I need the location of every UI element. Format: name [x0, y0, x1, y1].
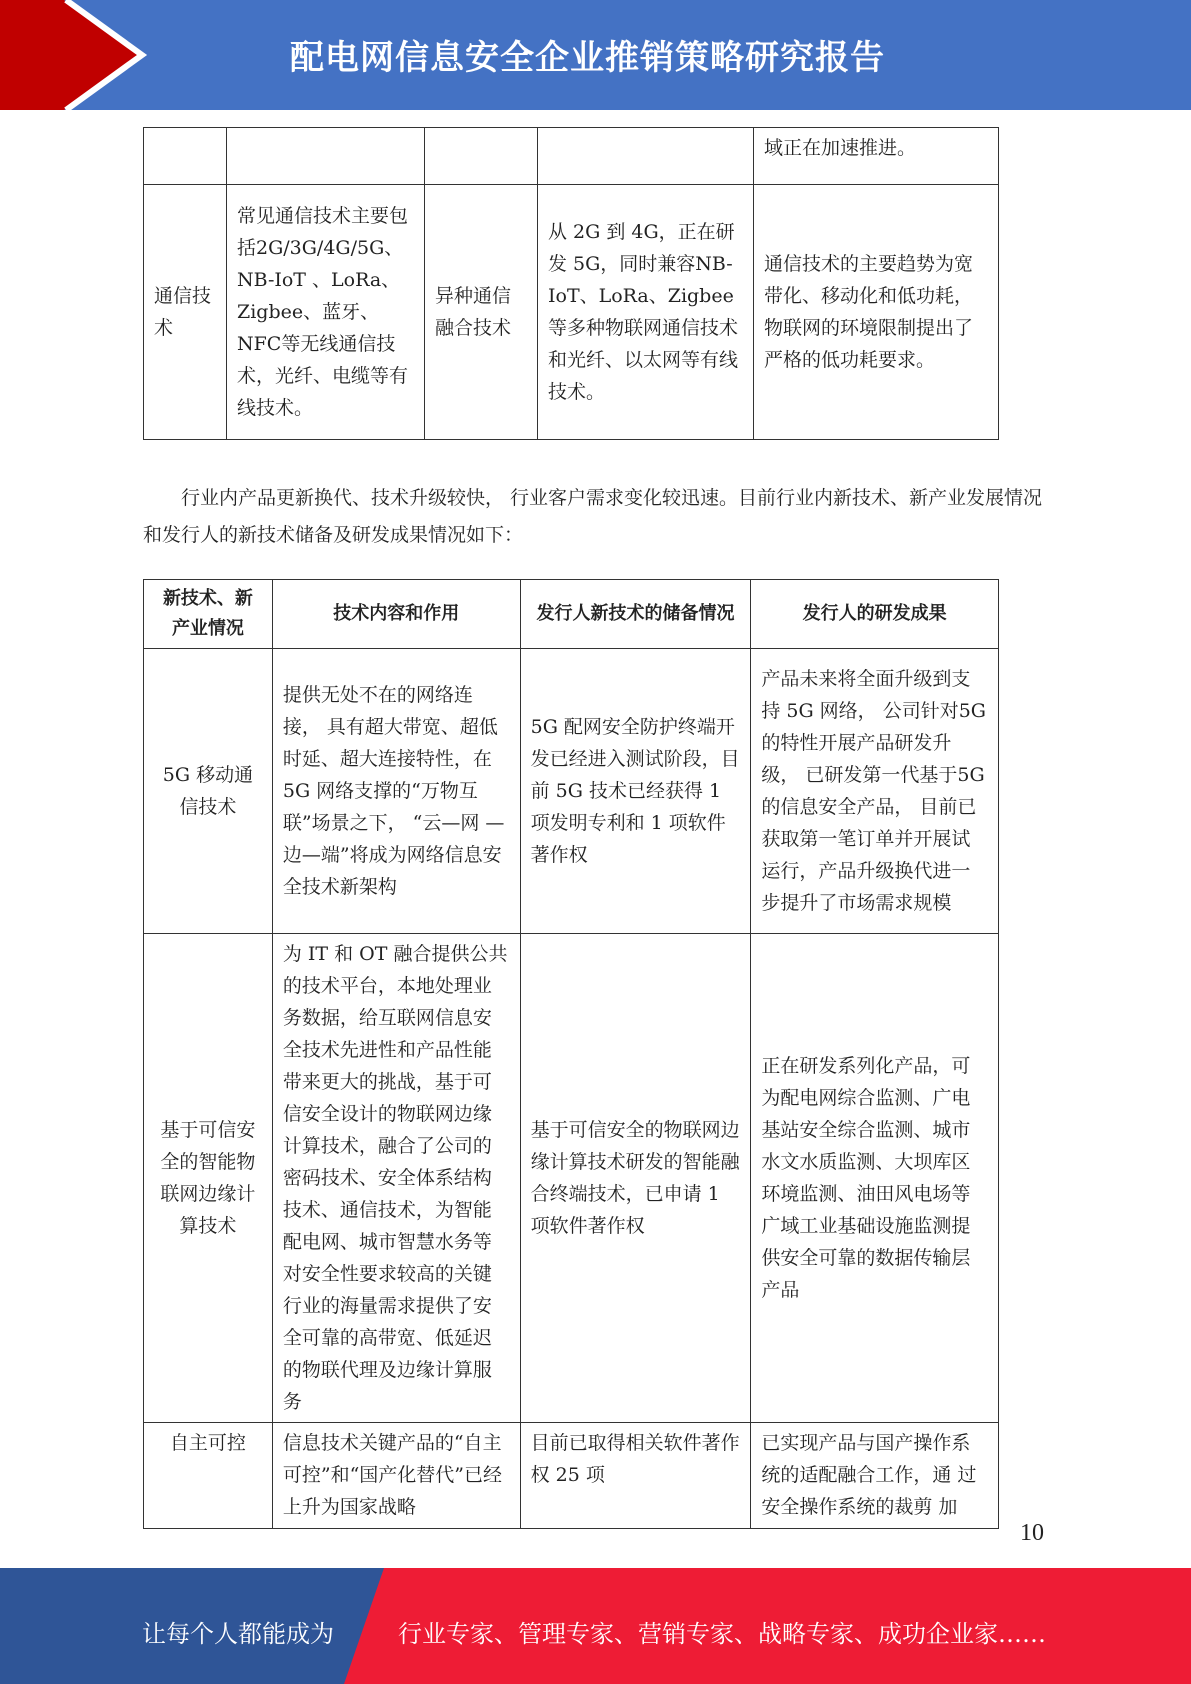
table-cell: [425, 128, 538, 185]
table-cell: [144, 128, 227, 185]
table-cell: 为 IT 和 OT 融合提供公共的技术平台，本地处理业务数据，给互联网信息安全技术先进性和产品性能带来更大的挑战，基于可信安全设计的物联网边缘计算技术，融合了公司的密码技术、安全体系结构技术、通信技术，为智能配电网、城市智慧水务等对安全性要求较高的关键行业的海量需求提供了安全可靠的高带宽、低延迟的物联代理及边缘计算服务: [272, 934, 520, 1423]
table-cell: 自主可控: [144, 1423, 273, 1529]
table-cell: 已实现产品与国产操作系统的适配融合工作，通 过安全操作系统的裁剪 加: [751, 1423, 999, 1529]
tech-table-continued: [143, 127, 999, 440]
column-header: 发行人的研发成果: [751, 580, 999, 649]
report-title: 配电网信息安全企业推销策略研究报告: [290, 38, 885, 78]
table-row: [144, 1423, 999, 1529]
table-cell: 基于可信安全的智能物联网边缘计算技术: [144, 934, 273, 1423]
table-cell: [227, 128, 425, 185]
table-cell: 目前已取得相关软件著作权 25 项: [520, 1423, 751, 1529]
table-cell: 5G 配网安全防护终端开发已经进入测试阶段，目前 5G 技术已经获得 1 项发明专利和 1 项软件著作权: [520, 649, 751, 934]
table-header-row: [144, 580, 999, 649]
footer-slogan-right: 行业专家、管理专家、营销专家、战略专家、成功企业家……: [398, 1620, 1046, 1648]
table-row: [144, 934, 999, 1423]
table-cell: 提供无处不在的网络连接， 具有超大带宽、超低时延、超大连接特性，在5G 网络支撑的“万物互联”场景之下， “云—网 —边—端”将成为网络信息安全技术新架构: [272, 649, 520, 934]
table-row: [144, 185, 999, 440]
column-header: 发行人新技术的储备情况: [520, 580, 751, 649]
column-header: 新技术、新产业情况: [144, 580, 273, 649]
page-header: [0, 0, 1191, 110]
table-cell: 常见通信技术主要包括2G/3G/4G/5G、NB-IoT 、LoRa、Zigbee、蓝牙、 NFC等无线通信技术，光纤、电缆等有线技术。: [227, 185, 425, 440]
table-cell: 5G 移动通 信技术: [144, 649, 273, 934]
table-row: [144, 128, 999, 185]
table-cell: [538, 128, 754, 185]
new-tech-table: [143, 579, 999, 1529]
table-cell: 正在研发系列化产品，可为配电网综合监测、广电基站安全综合监测、城市水文水质监测、大坝库区环境监测、油田风电场等广域工业基础设施监测提供安全可靠的数据传输层产品: [751, 934, 999, 1423]
table-cell: 异种通信融合技术: [425, 185, 538, 440]
body-paragraph: 行业内产品更新换代、技术升级较快， 行业客户需求变化较迅速。目前行业内新技术、新产业发展情况和发行人的新技术储备及研发成果情况如下：: [143, 487, 1043, 546]
chevron-decoration-icon: [0, 0, 160, 110]
table-cell: 通信技术: [144, 185, 227, 440]
table-cell: 产品未来将全面升级到支持 5G 网络， 公司针对5G 的特性开展产品研发升级， 已研发第一代基于5G 的信息安全产品， 目前已获取第一笔订单并开展试运行，产品升级换代进一步提升了市场需求规模: [751, 649, 999, 934]
table-cell: 基于可信安全的物联网边缘计算技术研发的智能融合终端技术，已申请 1 项软件著作权: [520, 934, 751, 1423]
table-cell: 从 2G 到 4G，正在研发 5G，同时兼容NB-IoT、LoRa、Zigbee等多种物联网通信技术和光纤、以太网等有线技术。: [538, 185, 754, 440]
table-cell: 通信技术的主要趋势为宽带化、移动化和低功耗，物联网的环境限制提出了严格的低功耗要求。: [754, 185, 999, 440]
page-footer: [0, 1568, 1191, 1684]
table-cell: 域正在加速推进。: [754, 128, 999, 185]
table-cell: 信息技术关键产品的“自主可控”和“国产化替代”已经上升为国家战略: [272, 1423, 520, 1529]
page-number: 10: [1020, 1520, 1044, 1546]
column-header: 技术内容和作用: [272, 580, 520, 649]
table-row: [144, 649, 999, 934]
footer-slogan-left: 让每个人都能成为: [142, 1620, 334, 1648]
